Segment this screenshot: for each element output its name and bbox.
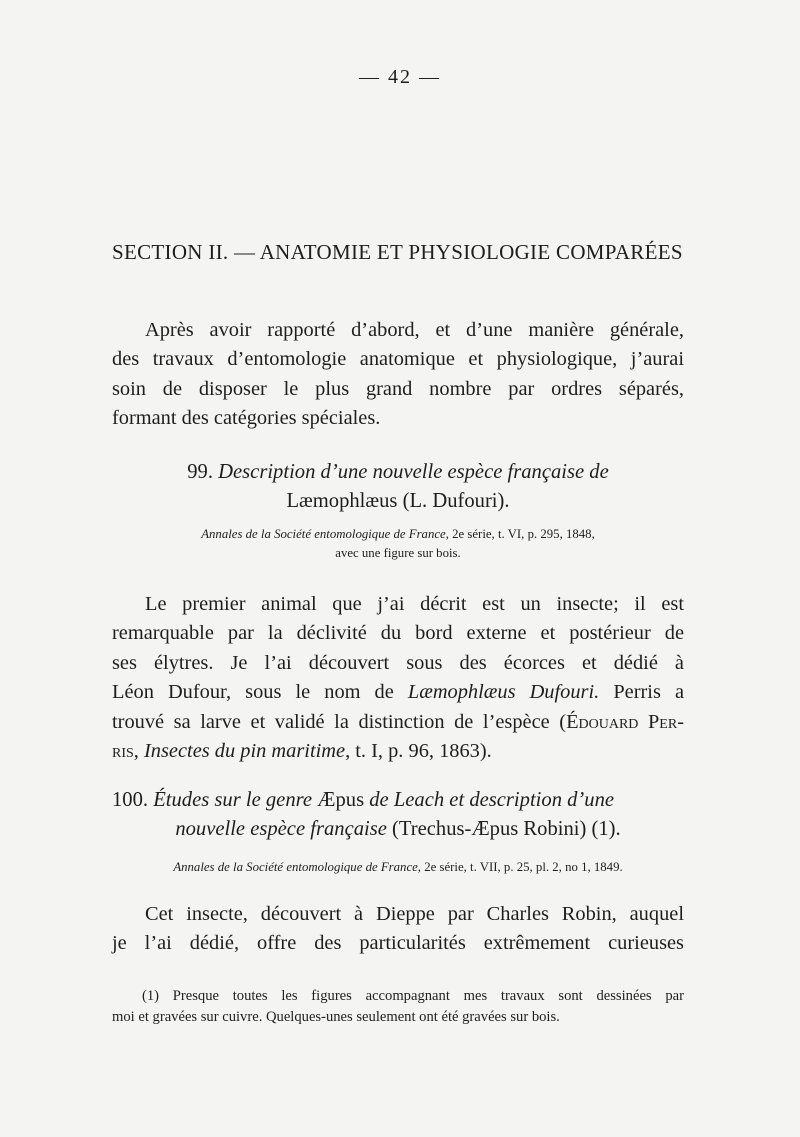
work-title: Insectes du pin maritime xyxy=(144,740,346,763)
entry-99-citation xyxy=(112,525,684,563)
text-line: remarquable par la déclivité du bord externe et postérieur de xyxy=(112,622,684,645)
entry-number: 99. xyxy=(187,461,213,483)
text-line xyxy=(112,708,684,737)
footnote-line: (1) Presque toutes les figures accompagnant mes travaux sont dessinées par xyxy=(142,988,684,1004)
text-run: Léon Dufour, sous le nom de xyxy=(112,681,394,704)
page-number: — 42 — xyxy=(359,66,441,88)
entry-number: 100. xyxy=(112,789,149,811)
entry-100-citation xyxy=(112,858,684,877)
section-title: SECTION II. — ANATOMIE ET PHYSIOLOGIE COMPARÉES xyxy=(112,240,683,264)
text-line xyxy=(112,737,684,766)
species-name: (Trechus-Æpus Robini) (1). xyxy=(392,818,621,840)
citation-line2: avec une figure sur bois. xyxy=(335,546,461,560)
text-line: je l’ai dédié, offre des particularités extrêmement curieuses xyxy=(112,932,684,955)
text-run: Perris a xyxy=(613,681,685,704)
text-line: Cet insecte, découvert à Dieppe par Charles Robin, auquel xyxy=(145,903,684,925)
intro-paragraph xyxy=(112,316,684,434)
text-line xyxy=(112,678,684,707)
text-line: des travaux d’entomologie anatomique et physiologique, j’aurai xyxy=(112,348,684,371)
genus-name: Æpus xyxy=(317,789,365,811)
text-line: soin de disposer le plus grand nombre par ordres séparés, xyxy=(112,377,684,400)
entry-100-heading xyxy=(112,786,684,844)
citation-details: 2e série, t. VII, p. 25, pl. 2, no 1, 1849. xyxy=(424,860,623,874)
citation-journal: Annales de la Société entomologique de France, xyxy=(173,860,422,874)
author-name: ris xyxy=(112,740,134,763)
species-name: Læmophlæus Dufouri. xyxy=(407,681,600,704)
entry-title: de Leach et description d’une xyxy=(369,789,615,811)
footnote xyxy=(112,986,684,1028)
entry-99-body xyxy=(112,590,684,766)
text-line: Après avoir rapporté d’abord, et d’une manière générale, xyxy=(145,319,684,341)
citation-journal: Annales de la Société entomologique de France, xyxy=(201,527,449,541)
text-run: trouvé sa larve et validé la distinction de l’espèce ( xyxy=(112,710,567,733)
text-line: Le premier animal que j’ai décrit est un insecte; il est xyxy=(145,593,684,615)
entry-title: Description d’une nouvelle espèce française de xyxy=(218,461,609,483)
entry-title-line2: Læmophlæus (L. Dufouri). xyxy=(286,490,510,512)
text-run: , xyxy=(133,740,139,763)
author-name: Édouard Per- xyxy=(566,710,684,733)
footnote-line: moi et gravées sur cuivre. Quelques-unes seulement ont été gravées sur bois. xyxy=(112,1009,560,1025)
entry-title: nouvelle espèce française xyxy=(175,818,387,840)
text-line: ses élytres. Je l’ai découvert sous des écorces et dédié à xyxy=(112,651,684,674)
text-line: formant des catégories spéciales. xyxy=(112,407,381,430)
text-run: , t. I, p. 96, 1863). xyxy=(345,740,492,763)
entry-99-heading xyxy=(112,458,684,516)
entry-100-body xyxy=(112,900,684,959)
citation-details: 2e série, t. VI, p. 295, 1848, xyxy=(452,527,595,541)
entry-title: Études sur le genre xyxy=(153,789,313,811)
